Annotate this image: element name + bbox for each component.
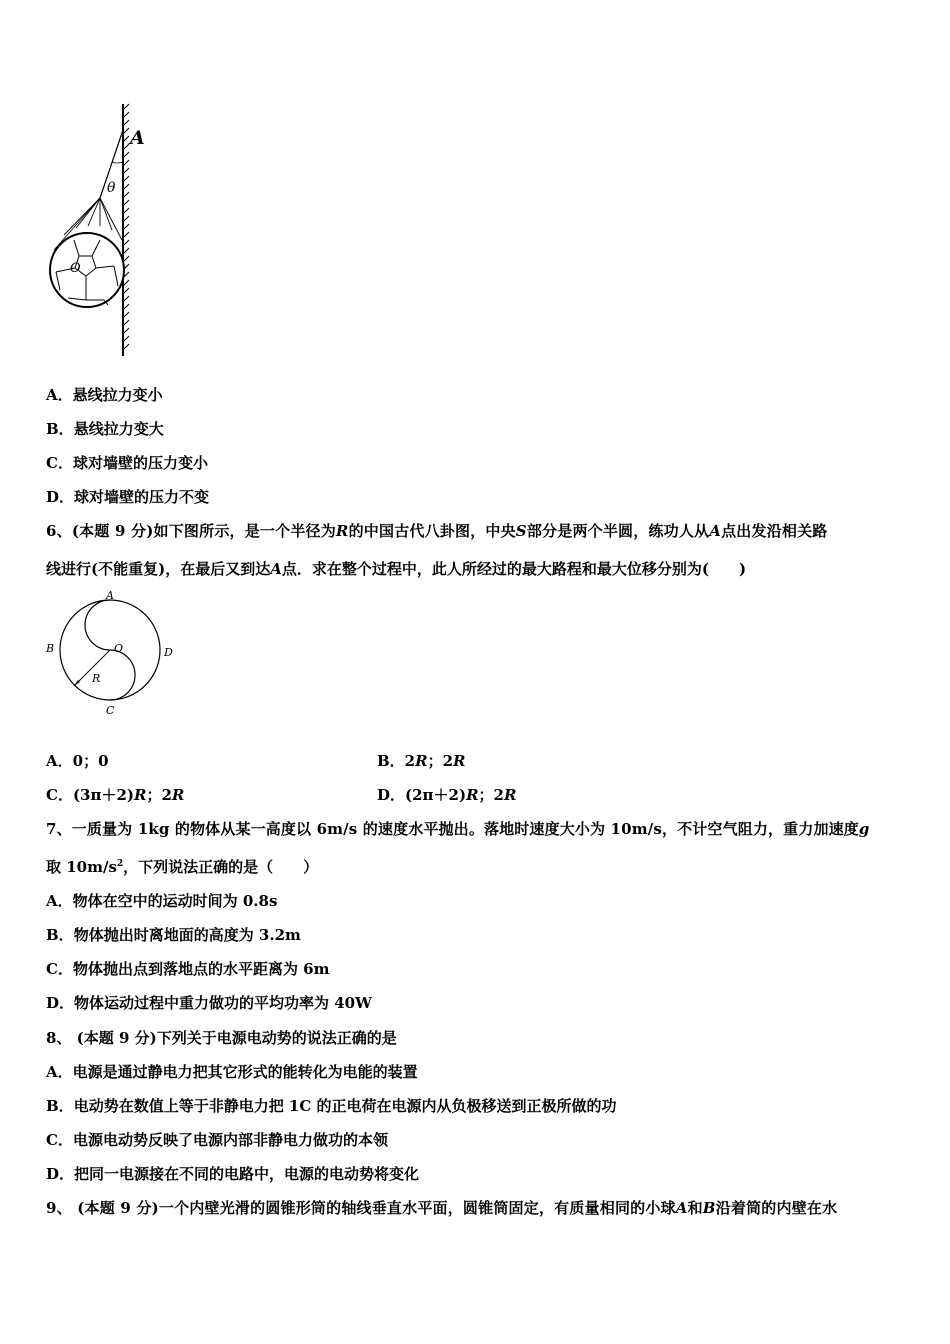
q6-option-d: D．(2π＋2)R；2R (377, 786, 517, 804)
q6-option-b: B．2R；2R (377, 752, 466, 770)
q9-stem-line1: 9、 (本题 9 分)一个内壁光滑的圆锥形筒的轴线垂直水平面，圆锥筒固定，有质量相同的小球A和B沿着筒的内壁在水 (46, 1199, 838, 1217)
q8-option-a: A．电源是通过静电力把其它形式的能转化为电能的装置 (46, 1063, 418, 1081)
q8-option-b: B．电动势在数值上等于非静电力把 1C 的正电荷在电源内从负极移送到正极所做的功 (46, 1097, 617, 1115)
q6-option-c: C．(3π＋2)R；2R (46, 786, 185, 804)
label-A: A (130, 127, 145, 149)
q6-stem-line2: 线进行(不能重复)，在最后又到达A点．求在整个过程中，此人所经过的最大路程和最大位移分别为( ) (46, 560, 747, 578)
q5-option-b: B．悬线拉力变大 (46, 420, 164, 438)
q7-option-b: B．物体抛出时离地面的高度为 3.2m (46, 926, 301, 944)
q8-option-d: D．把同一电源接在不同的电路中，电源的电动势将变化 (46, 1165, 420, 1183)
q5-option-d: D．球对墙壁的压力不变 (46, 488, 210, 506)
bagua-label-R: R (92, 672, 101, 685)
q7-option-c: C．物体抛出点到落地点的水平距离为 6m (46, 960, 330, 978)
q8-stem: 8、 (本题 9 分)下列关于电源电动势的说法正确的是 (46, 1029, 397, 1047)
ball-on-wall-figure (44, 100, 154, 362)
q6-option-a: A．0；0 (46, 752, 109, 770)
bagua-label-C: C (106, 704, 115, 717)
bagua-label-D: D (164, 646, 173, 659)
q6-stem-line1: 6、(本题 9 分)如下图所示，是一个半径为R的中国古代八卦图，中央S部分是两个半圆，练功人从A点出发沿相关路 (46, 522, 828, 540)
label-O: O (70, 261, 81, 276)
q5-option-c: C．球对墙壁的压力变小 (46, 454, 208, 472)
q7-option-d: D．物体运动过程中重力做功的平均功率为 40W (46, 994, 372, 1012)
q7-stem-line2: 取 $10m/s^2$，下列说法正确的是（ ） (46, 858, 319, 876)
q7-stem-line1: 7、一质量为 1kg 的物体从某一高度以 6m/s 的速度水平抛出。落地时速度大小为 10m/s，不计空气阻力，重力加速度g (46, 820, 870, 838)
bagua-figure (44, 590, 184, 718)
label-theta: θ (107, 180, 116, 196)
q7-option-a: A．物体在空中的运动时间为 0.8s (46, 892, 278, 910)
bagua-label-A: A (106, 590, 114, 602)
bagua-label-O: O (114, 642, 124, 655)
bagua-label-B: B (46, 642, 55, 655)
q8-option-c: C．电源电动势反映了电源内部非静电力做功的本领 (46, 1131, 388, 1149)
q5-option-a: A．悬线拉力变小 (46, 386, 163, 404)
